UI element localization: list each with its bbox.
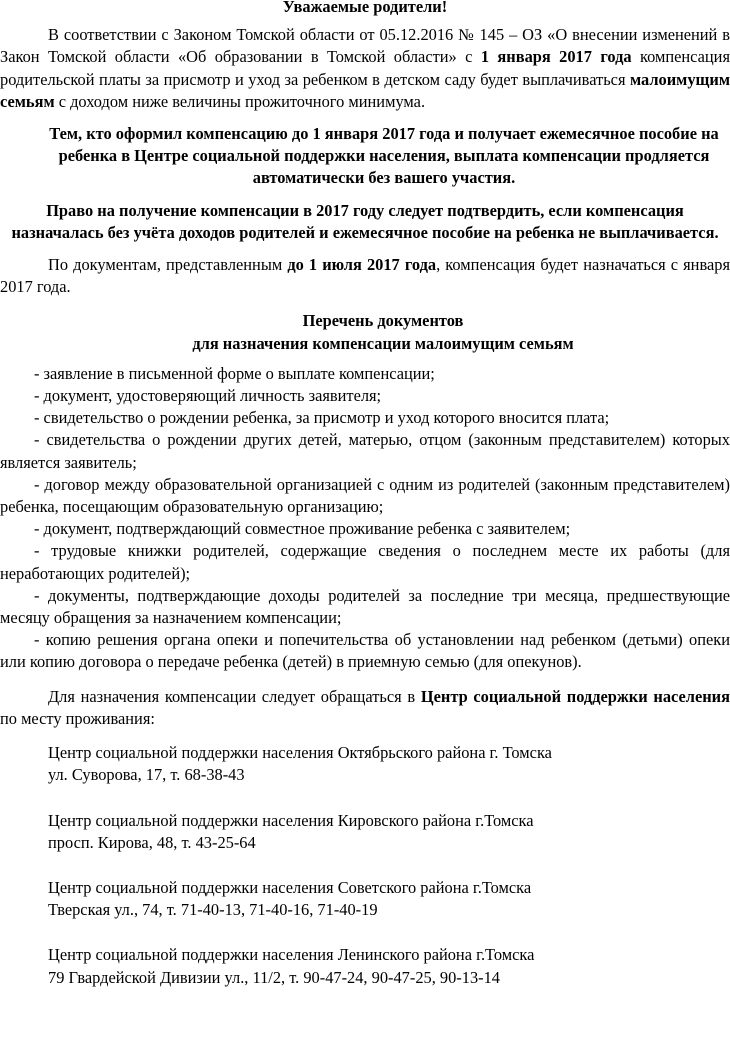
center-address: просп. Кирова, 48, т. 43-25-64 xyxy=(48,832,256,852)
center-address: 79 Гвардейской Дивизии ул., 11/2, т. 90-47-24, 90-47-25, 90-13-14 xyxy=(48,967,501,987)
intro-text-2: компенсация родительской платы за присмотр и уход за ребенком в детском саду будет выплачиваться xyxy=(0,47,730,89)
contact-center: Центр социальной поддержки населения xyxy=(420,686,730,706)
deadline-text-2: , компенсация будет назначаться с января 2017 года. xyxy=(0,255,730,297)
list-item: - договор между образовательной организацией с одним из родителей (законным представителем) ребенка, посещающим образовательную организацию; xyxy=(0,474,730,517)
intro-families: малоимущим семьям xyxy=(0,69,730,111)
list-item: - заявление в письменной форме о выплате компенсации; xyxy=(34,363,435,383)
list-item: - документы, подтверждающие доходы родителей за последние три месяца, предшествующие месяцу обращения за назначением компенсации; xyxy=(0,585,730,628)
deadline-date: до 1 июля 2017 года xyxy=(287,255,437,275)
notice-confirmation: Право на получение компенсации в 2017 году следует подтвердить, если компенсация назначалась без учёта доходов родителей и ежемесячное пособие на ребенка не выплачивается. xyxy=(11,200,719,242)
list-item: - свидетельства о рождении других детей, матерью, отцом (законным представителем) которых является заявитель; xyxy=(0,430,730,472)
page-title: Уважаемые родители! xyxy=(282,0,448,16)
list-item: - документ, удостоверяющий личность заявителя; xyxy=(34,386,382,406)
center-address: Тверская ул., 74, т. 71-40-13, 71-40-16, 71-40-19 xyxy=(48,900,378,920)
documents-heading xyxy=(0,310,730,354)
documents-list xyxy=(0,363,730,674)
center-octyabrsky xyxy=(48,742,730,786)
center-address: ул. Суворова, 17, т. 68-38-43 xyxy=(48,765,245,785)
list-item: - документ, подтверждающий совместное проживание ребенка с заявителем; xyxy=(34,519,571,539)
notice-automatic-extension: Тем, кто оформил компенсацию до 1 января 2017 года и получает ежемесячное пособие на ребенка в Центре социальной поддержки населения, выплата компенсации продляется автоматически без вашего участия. xyxy=(49,124,719,188)
list-item: - трудовые книжки родителей, содержащие сведения о последнем месте их работы (для неработающих родителей); xyxy=(0,541,730,583)
documents-heading-line-1: Перечень документов xyxy=(302,311,464,331)
center-kirovsky xyxy=(48,810,730,854)
intro-text-1: В соответствии с Законом Томской области от 05.12.2016 № 145 – ОЗ «О внесении изменений в Закон Томской области «Об образовании в Томской области» с xyxy=(0,25,730,67)
center-name: Центр социальной поддержки населения Ленинского района г.Томска xyxy=(48,945,535,965)
center-name: Центр социальной поддержки населения Октябрьского района г. Томска xyxy=(48,743,552,763)
deadline-paragraph xyxy=(0,254,730,298)
center-leninsky xyxy=(48,944,730,988)
deadline-text-1: По документам, представленным xyxy=(48,255,288,275)
intro-text-3: с доходом ниже величины прожиточного минимума. xyxy=(54,91,426,111)
contact-text-1: Для назначения компенсации следует обращаться в xyxy=(48,686,421,706)
center-sovetsky xyxy=(48,877,730,921)
list-item: - свидетельство о рождении ребенка, за присмотр и уход которого вносится плата; xyxy=(34,408,610,428)
center-name: Центр социальной поддержки населения Советского района г.Томска xyxy=(48,877,532,897)
intro-paragraph xyxy=(0,24,730,113)
documents-heading-line-2: для назначения компенсации малоимущим семьям xyxy=(192,333,574,353)
list-item: - копию решения органа опеки и попечительства об установлении над ребенком (детьми) опеки или копию договора о передаче ребенка (детей) в приемную семью (для опекунов). xyxy=(0,630,730,672)
intro-date: 1 января 2017 года xyxy=(480,47,632,67)
center-name: Центр социальной поддержки населения Кировского района г.Томска xyxy=(48,810,534,830)
centers-list xyxy=(0,742,730,989)
contact-paragraph xyxy=(0,686,730,730)
contact-text-2: по месту проживания: xyxy=(0,708,155,728)
